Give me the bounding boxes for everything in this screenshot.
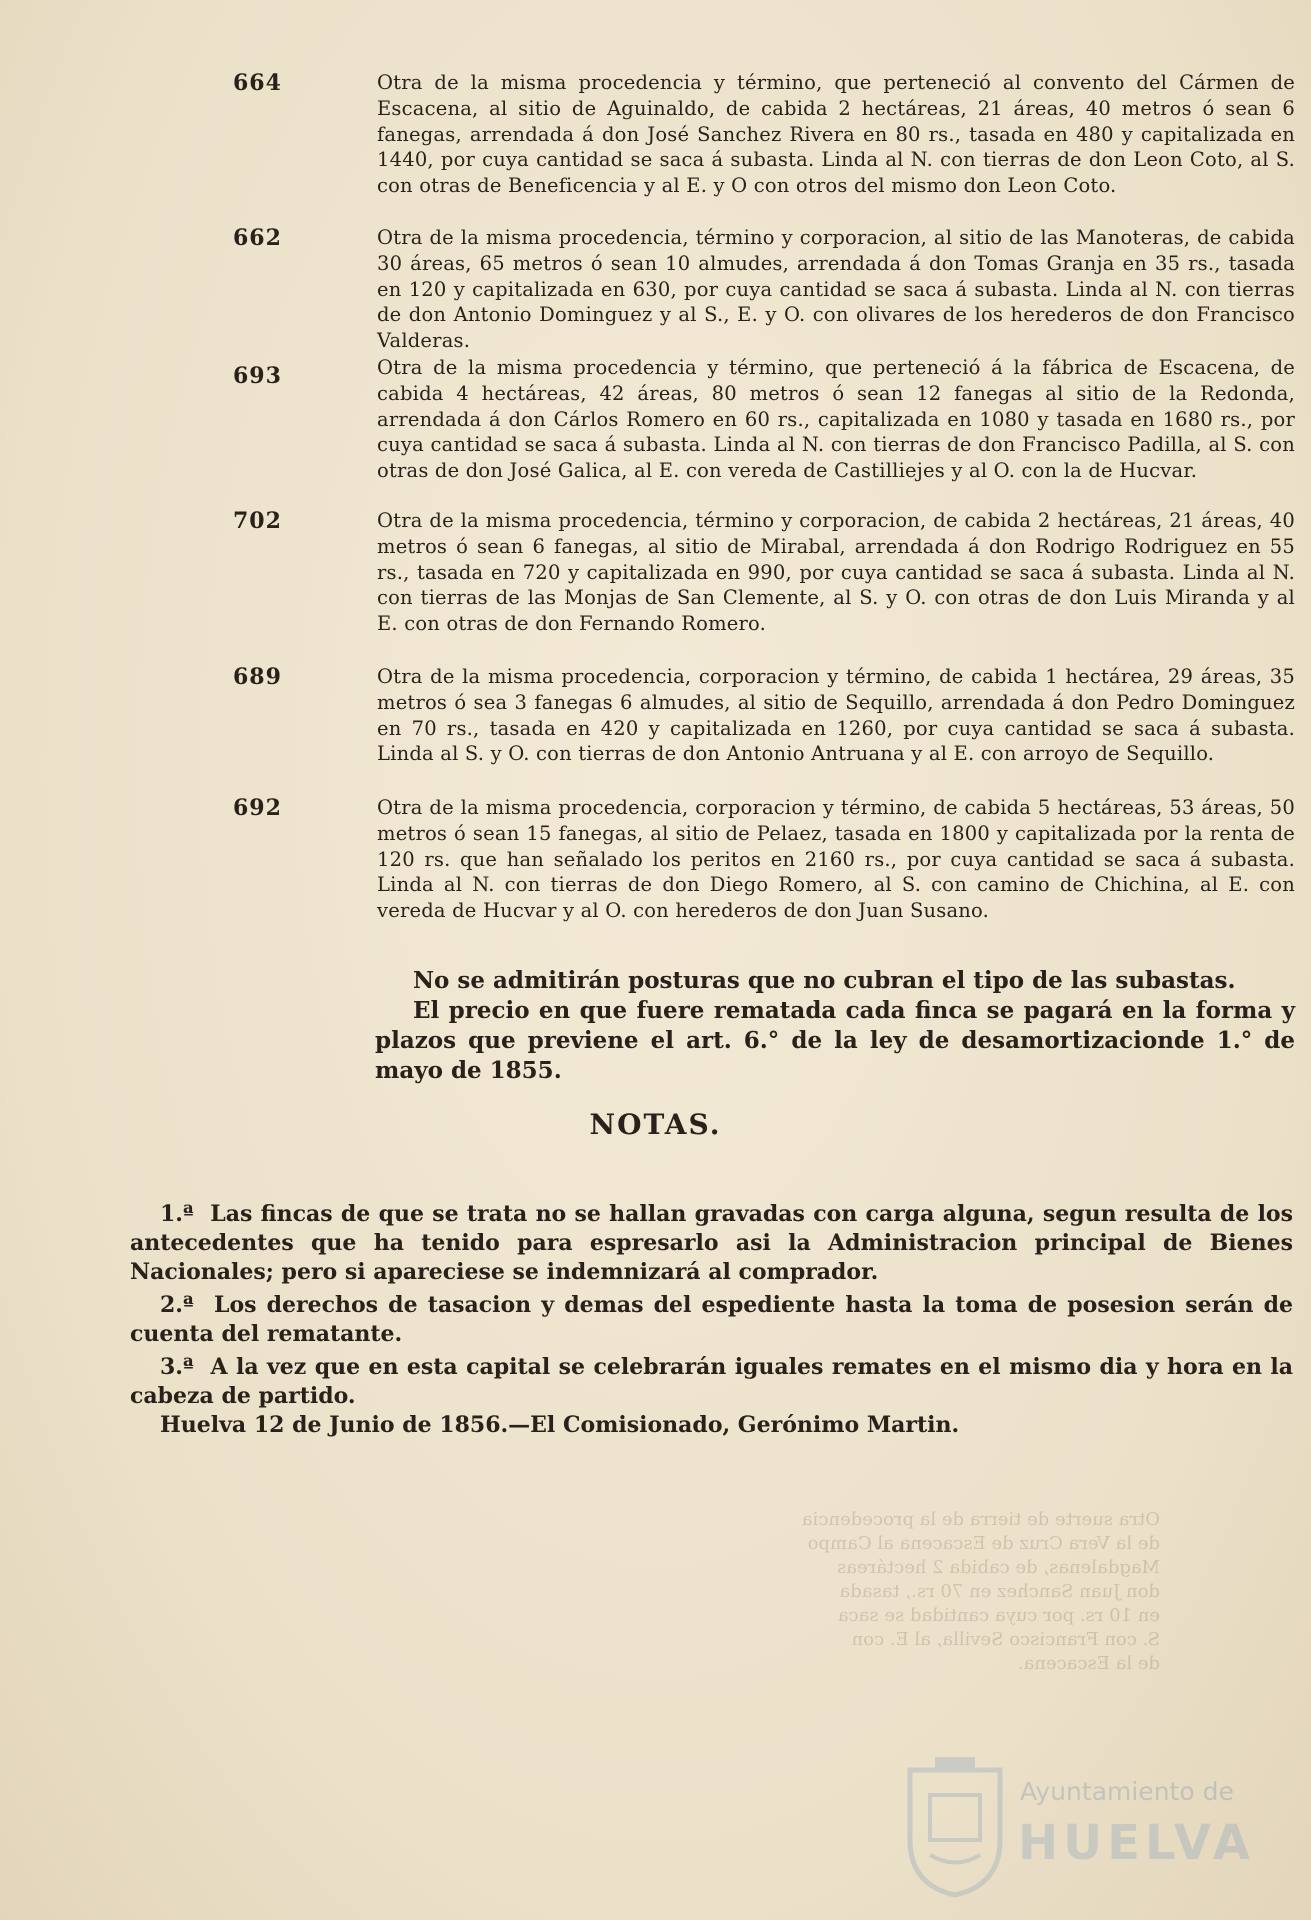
watermark-city: HUELVA	[1018, 1815, 1255, 1871]
signature-line: Huelva 12 de Junio de 1856.—El Comisionado, Gerónimo Martin.	[160, 1412, 960, 1438]
auction-conditions	[375, 966, 1295, 1086]
entry-number: 693	[233, 363, 282, 389]
note-item	[130, 1291, 1293, 1349]
note-label: 2.ª	[160, 1292, 194, 1318]
condition-line: No se admitirán posturas que no cubran el tipo de las subastas.	[413, 967, 1236, 994]
watermark-label: Ayuntamiento de	[1020, 1777, 1234, 1806]
note-text: A la vez que en esta capital se celebrarán iguales remates en el mismo dia y hora en la cabeza de partido.	[130, 1354, 1293, 1409]
entry-number: 662	[233, 225, 282, 251]
note-label: 1.ª	[160, 1201, 194, 1227]
entry-description: Otra de la misma procedencia, corporacion y término, de cabida 1 hectárea, 29 áreas, 35 metros ó sea 3 fanegas 6 almudes, al sitio de Sequillo, arrendada á don Pedro Dominguez en 70 rs., tasada en 420 y capitalizada en 1260, por cuya cantidad se saca á subasta. Linda al S. y O. con tierras de don Antonio Antruana y al E. con arroyo de Sequillo.	[377, 665, 1295, 766]
entry-number: 664	[233, 70, 282, 96]
entry-description: Otra de la misma procedencia y término, que perteneció á la fábrica de Escacena, de cabida 4 hectáreas, 42 áreas, 80 metros ó sean 12 fanegas al sitio de la Redonda, arrendada á don Cárlos Romero en 60 rs., capitalizada en 1080 y tasada en 1680 rs., por cuya cantidad se saca á subasta. Linda al N. con tierras de don Francisco Padilla, al S. con otras de don José Galica, al E. con vereda de Castilliejes y al O. con la de Hucvar.	[377, 356, 1295, 483]
condition-line: El precio en que fuere rematada cada finca se pagará en la forma y plazos que previene el art. 6.° de la ley de desamortizacionde 1.° de mayo de 1855.	[375, 997, 1295, 1084]
entry-description: Otra de la misma procedencia, término y corporacion, de cabida 2 hectáreas, 21 áreas, 40 metros ó sean 6 fanegas, al sitio de Mirabal, arrendada á don Rodrigo Rodriguez en 55 rs., tasada en 720 y capitalizada en 990, por cuya cantidad se saca á subasta. Linda al N. con tierras de las Monjas de San Clemente, al S. y O. con otras de don Luis Miranda y al E. con otras de don Fernando Romero.	[377, 509, 1295, 636]
entry-description: Otra de la misma procedencia y término, que perteneció al convento del Cármen de Escacena, al sitio de Aguinaldo, de cabida 2 hectáreas, 21 áreas, 40 metros ó sean 6 fanegas, arrendada á don José Sanchez Rivera en 80 rs., tasada en 480 y capitalizada en 1440, por cuya cantidad se saca á subasta. Linda al N. con tierras de don Leon Coto, al S. con otras de Beneficencia y al E. y O con otros del mismo don Leon Coto.	[377, 71, 1295, 198]
entry-description: Otra de la misma procedencia, término y corporacion, al sitio de las Manoteras, de cabida 30 áreas, 65 metros ó sean 10 almudes, arrendada á don Tomas Granja en 35 rs., tasada en 120 y capitalizada en 630, por cuya cantidad se saca á subasta. Linda al N. con tierras de don Antonio Dominguez y al S., E. y O. con olivares de los herederos de don Francisco Valderas.	[377, 226, 1295, 353]
notes-heading: NOTAS.	[589, 1108, 722, 1141]
note-text: Las fincas de que se trata no se hallan gravadas con carga alguna, segun resulta de los antecedentes que ha tenido para espresarlo asi la Administracion principal de Bienes Nacionales; pero si apareciese se indemnizará al comprador.	[130, 1201, 1293, 1285]
note-label: 3.ª	[160, 1354, 194, 1380]
entry-number: 702	[233, 508, 282, 534]
note-text: Los derechos de tasacion y demas del espediente hasta la toma de posesion serán de cuenta del rematante.	[130, 1292, 1293, 1347]
notes-list	[130, 1200, 1293, 1415]
archive-watermark-logo	[900, 1755, 1280, 1900]
entry-description: Otra de la misma procedencia, corporacion y término, de cabida 5 hectáreas, 53 áreas, 50 metros ó sean 15 fanegas, al sitio de Pelaez, tasada en 1800 y capitalizada por la renta de 120 rs. que han señalado los peritos en 2160 rs., por cuya cantidad se saca á subasta. Linda al N. con tierras de don Diego Romero, al S. con camino de Chichina, al E. con vereda de Hucvar y al O. con herederos de don Juan Susano.	[377, 796, 1295, 923]
entry-number: 689	[233, 664, 282, 690]
entry-number: 692	[233, 795, 282, 821]
note-item	[130, 1353, 1293, 1411]
note-item	[130, 1200, 1293, 1287]
coat-of-arms-icon	[900, 1755, 1010, 1900]
reverse-side-bleed-through: Otra suerte de tierra de la procedencia de la Vera Cruz de Escacena al Campo Magdalenas, de cabida 2 hectáreas don Juan Sanchez en 70 rs., tasada en 10 rs. por cuya cantidad se saca S. con Francisco Sevilla, al E. con de la Escacena.	[801, 1509, 1160, 1674]
